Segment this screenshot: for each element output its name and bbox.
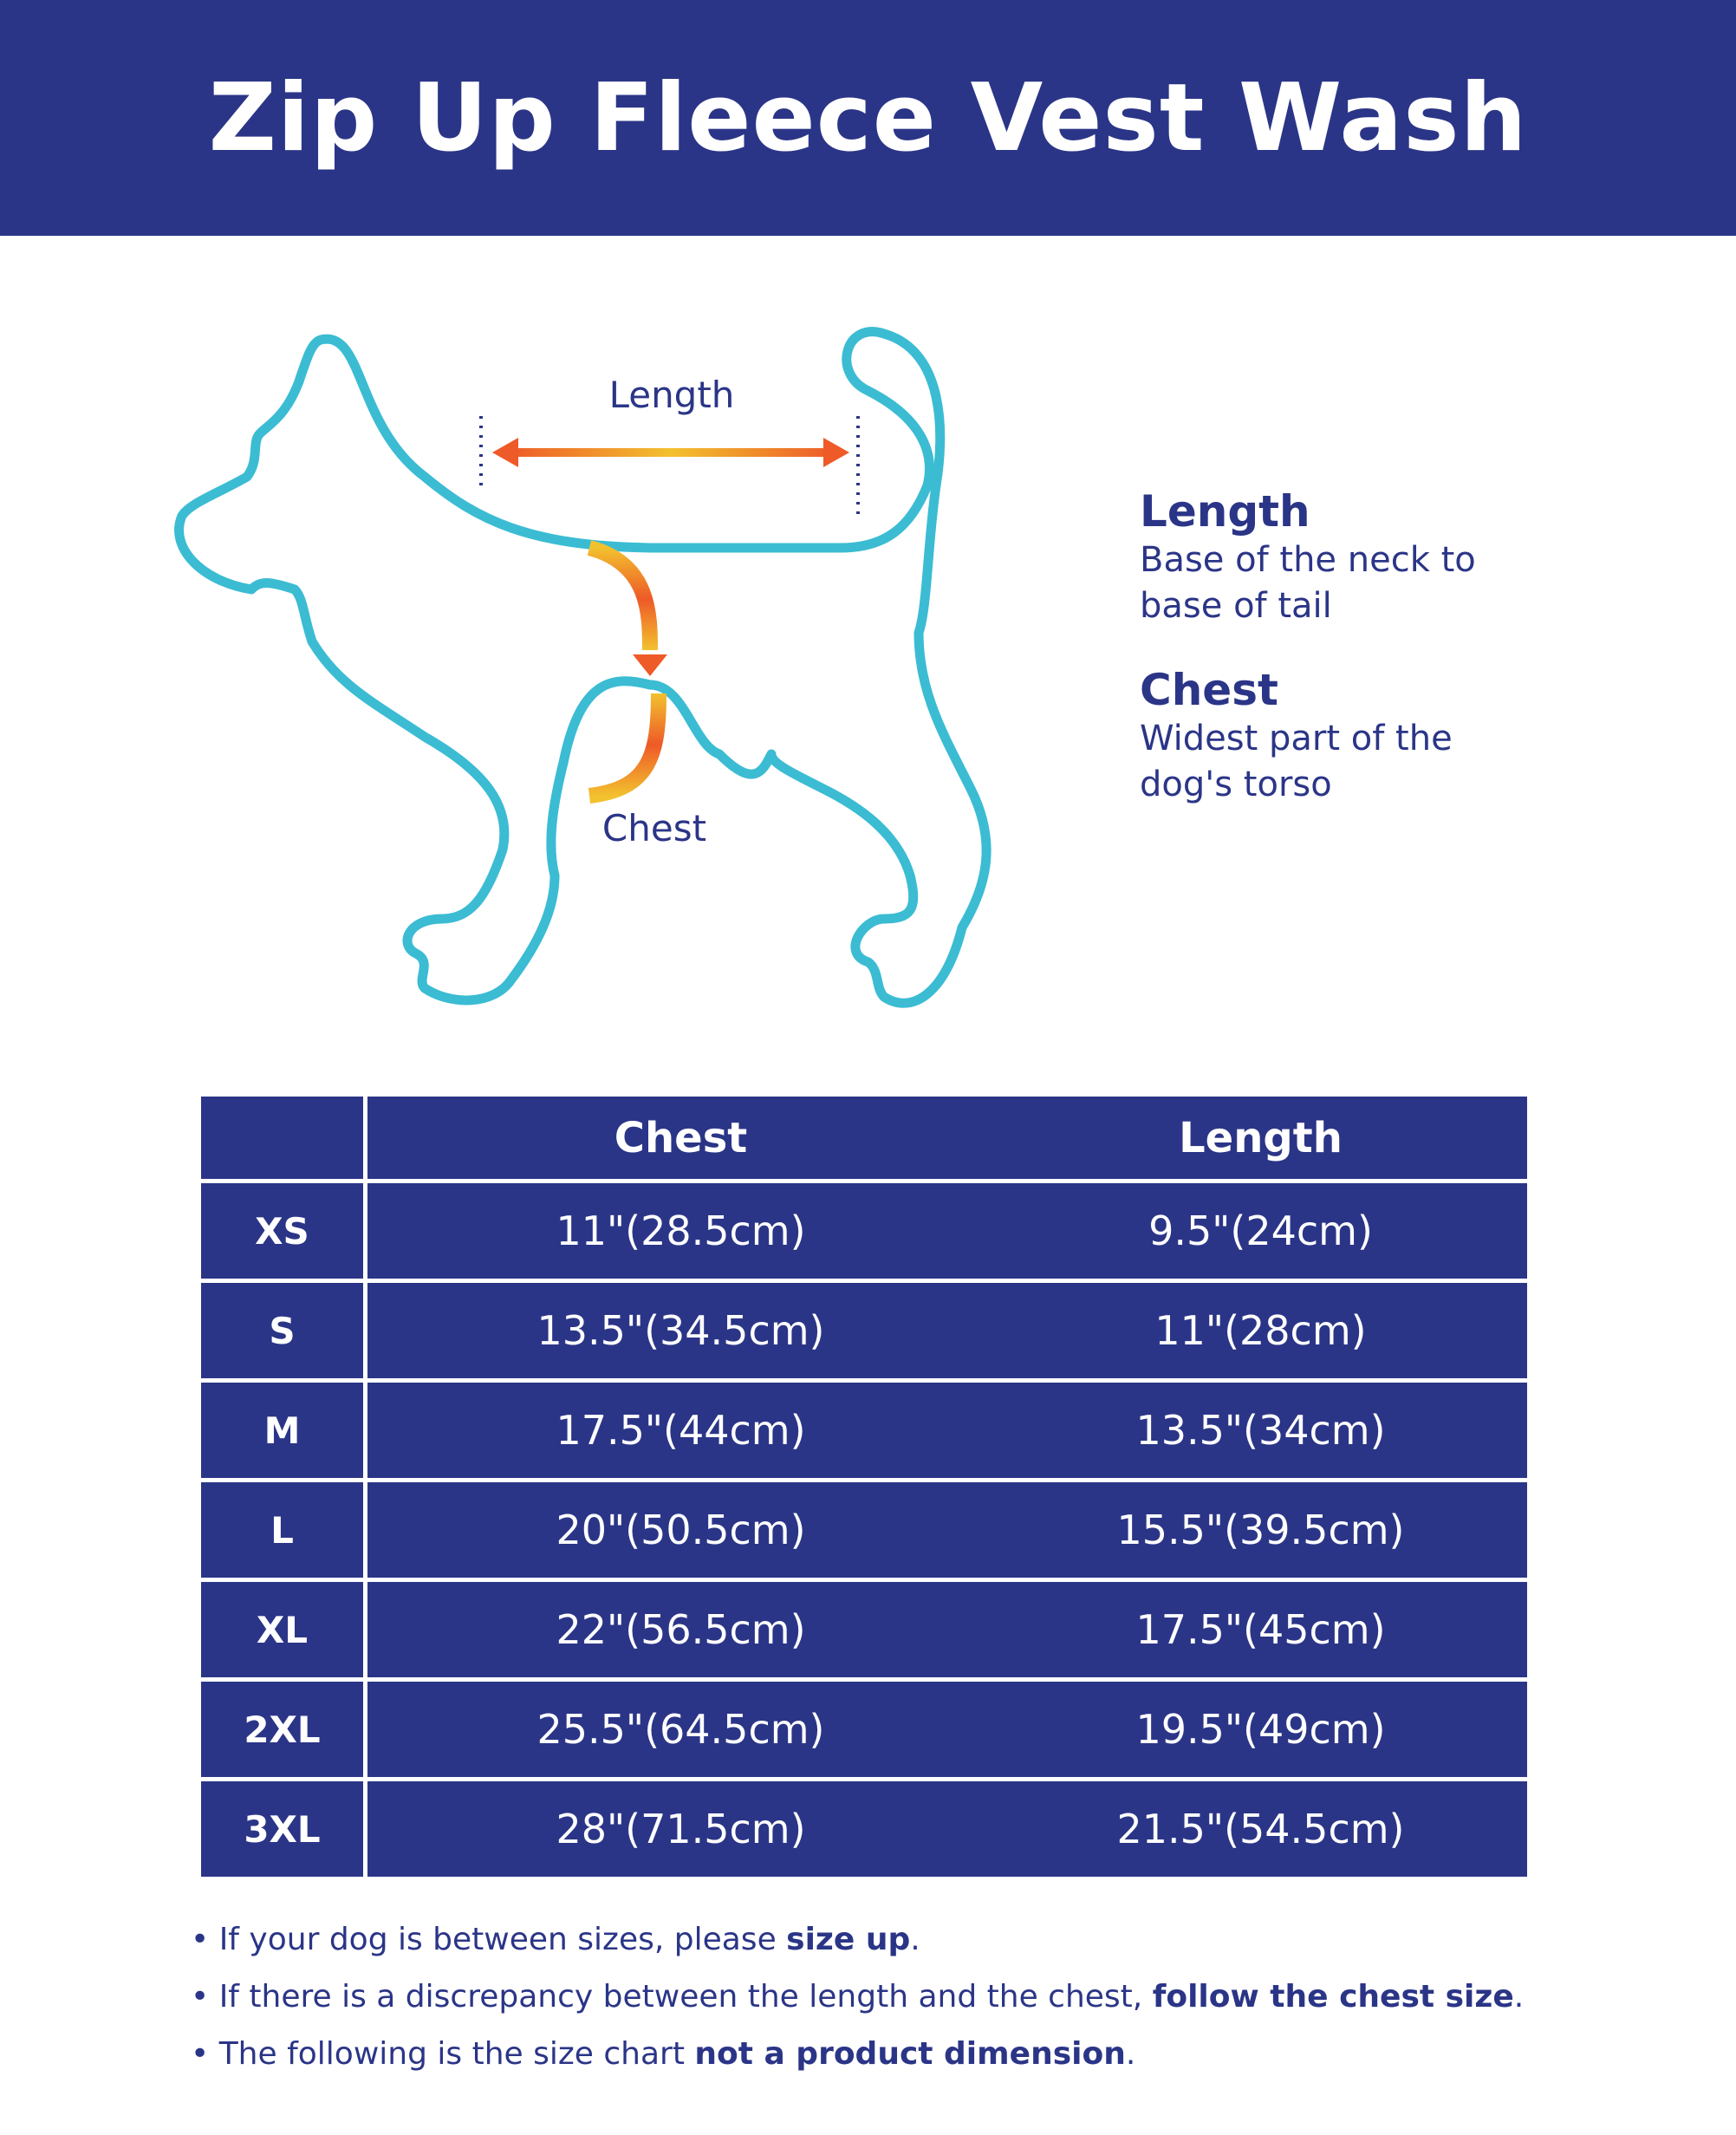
chest-cell: 28"(71.5cm): [556, 1806, 806, 1852]
length-cell: 19.5"(49cm): [1135, 1706, 1386, 1753]
bullet-icon: •: [191, 1979, 210, 2015]
header-chest-cell: Chest: [614, 1113, 748, 1162]
note-bold: not a product dimension: [694, 2036, 1126, 2072]
size-cell: XS: [201, 1183, 367, 1279]
dog-outline-icon: [165, 321, 1014, 1032]
table-row: [201, 1383, 1527, 1478]
note-text: If there is a discrepancy between the length and the chest,: [218, 1979, 1153, 2015]
legend-chest-desc: Widest part of the dog's torso: [1140, 719, 1453, 804]
legend-chest-title: Chest: [1140, 665, 1278, 715]
note-item: [191, 2026, 1524, 2083]
note-text: If your dog is between sizes, please: [218, 1922, 787, 1957]
bullet-icon: •: [191, 2036, 210, 2072]
size-table: [201, 1097, 1527, 1881]
length-arrow-icon: [492, 438, 849, 467]
dog-measurement-diagram: [165, 321, 1014, 1032]
note-bold: follow the chest size: [1152, 1979, 1514, 2015]
length-cell: 17.5"(45cm): [1135, 1606, 1386, 1653]
chest-arrow-icon: [589, 548, 667, 796]
legend-item-length: [1140, 485, 1660, 629]
size-cell: 3XL: [201, 1781, 367, 1877]
dog-outline-path: [179, 332, 987, 1004]
length-cell: 13.5"(34cm): [1135, 1407, 1386, 1454]
table-row: [201, 1682, 1527, 1777]
chest-cell: 13.5"(34.5cm): [536, 1307, 825, 1354]
note-end: .: [1125, 2036, 1136, 2072]
size-cell: XL: [201, 1582, 367, 1677]
chest-cell: 22"(56.5cm): [556, 1606, 806, 1653]
size-notes: [191, 1911, 1524, 2083]
chest-cell: 11"(28.5cm): [556, 1207, 806, 1254]
legend-length-title: Length: [1140, 486, 1310, 537]
table-row: [201, 1582, 1527, 1677]
table-row: [201, 1482, 1527, 1578]
table-row: [201, 1781, 1527, 1877]
note-item: [191, 1911, 1524, 1969]
table-header-row: [201, 1097, 1527, 1179]
chest-cell: 17.5"(44cm): [556, 1407, 806, 1454]
header-length-cell: Length: [1179, 1113, 1343, 1162]
length-cell: 11"(28cm): [1154, 1307, 1367, 1354]
size-cell: S: [201, 1283, 367, 1378]
note-end: .: [910, 1922, 920, 1957]
header-banner: [0, 0, 1736, 236]
size-cell: L: [201, 1482, 367, 1578]
legend-length-desc: Base of the neck to base of tail: [1140, 540, 1476, 626]
diagram-chest-label: Chest: [601, 807, 707, 849]
page-title: Zip Up Fleece Vest Wash: [208, 63, 1528, 172]
table-row: [201, 1183, 1527, 1279]
table-row: [201, 1283, 1527, 1378]
note-end: .: [1513, 1979, 1525, 2015]
note-bold: size up: [786, 1922, 911, 1957]
size-cell: M: [201, 1383, 367, 1478]
bullet-icon: •: [191, 1922, 210, 1957]
size-cell: 2XL: [201, 1682, 367, 1777]
note-item: [191, 1969, 1524, 2026]
legend-item-chest: [1140, 664, 1660, 808]
note-text: The following is the size chart: [218, 2036, 695, 2072]
length-cell: 15.5"(39.5cm): [1116, 1507, 1405, 1553]
diagram-length-label: Length: [608, 374, 735, 416]
chest-cell: 25.5"(64.5cm): [536, 1706, 825, 1753]
length-cell: 9.5"(24cm): [1148, 1207, 1373, 1254]
chest-cell: 20"(50.5cm): [556, 1507, 806, 1553]
length-cell: 21.5"(54.5cm): [1116, 1806, 1405, 1852]
header-size-cell: [201, 1097, 367, 1179]
measurement-legend: [1140, 485, 1660, 843]
